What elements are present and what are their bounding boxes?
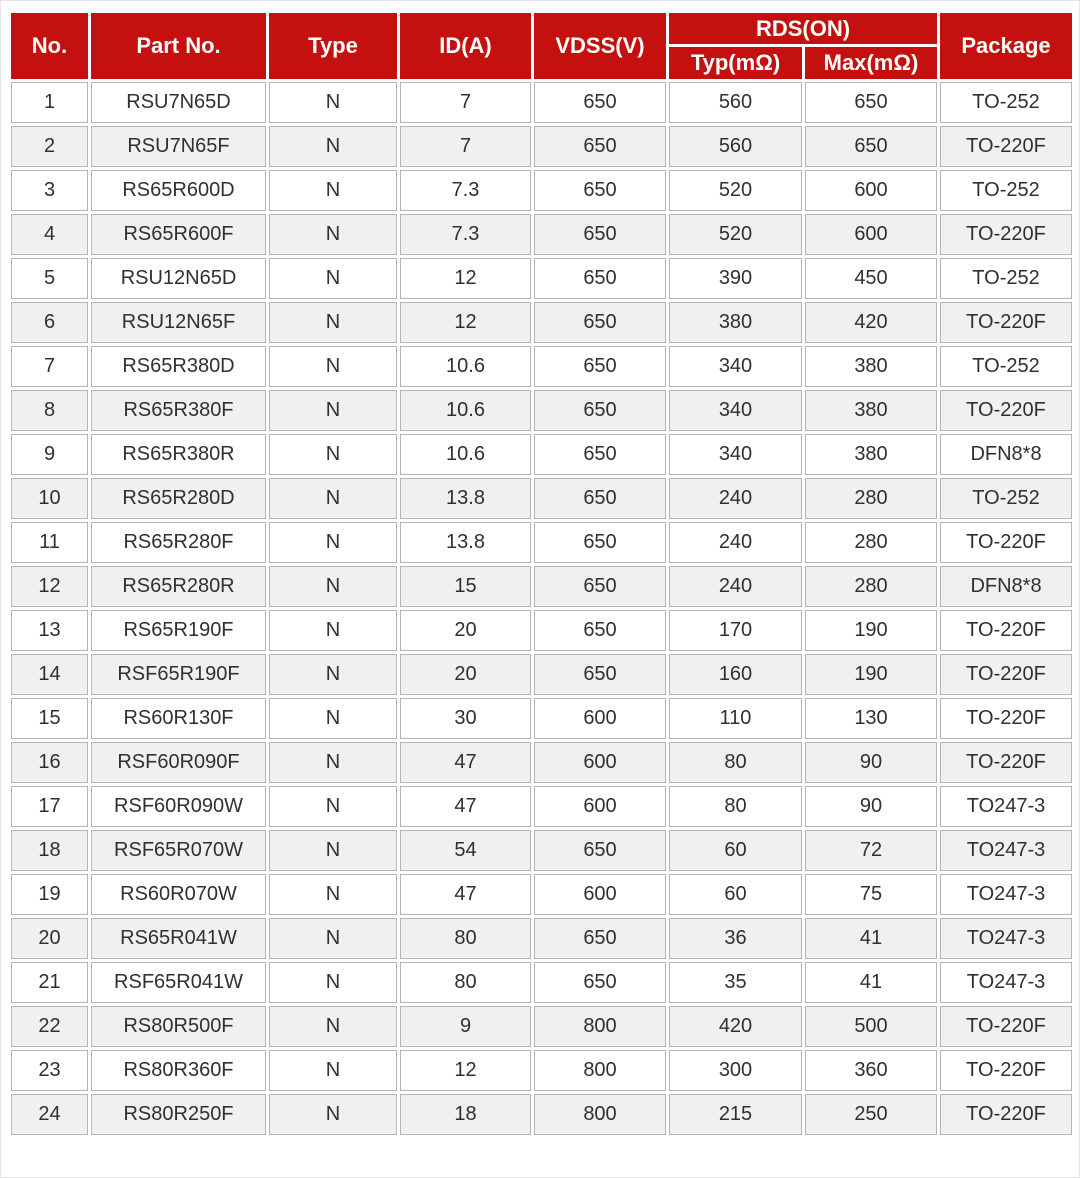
cell-vdss-v: 650 — [534, 258, 666, 299]
cell-part-no: RSF60R090F — [91, 742, 266, 783]
cell-rds-typ: 560 — [669, 126, 802, 167]
table-row — [11, 874, 1072, 915]
cell-type: N — [269, 346, 397, 387]
cell-id-a: 7 — [400, 82, 531, 123]
cell-rds-max: 360 — [805, 1050, 937, 1091]
cell-package: TO-252 — [940, 258, 1072, 299]
table-row — [11, 258, 1072, 299]
cell-id-a: 13.8 — [400, 522, 531, 563]
cell-type: N — [269, 214, 397, 255]
cell-vdss-v: 650 — [534, 566, 666, 607]
cell-type: N — [269, 1094, 397, 1135]
cell-id-a: 54 — [400, 830, 531, 871]
cell-package: TO247-3 — [940, 874, 1072, 915]
cell-part-no: RSF65R070W — [91, 830, 266, 871]
column-header-part-no: Part No. — [91, 13, 266, 79]
column-header-no: No. — [11, 13, 88, 79]
cell-type: N — [269, 654, 397, 695]
table-row — [11, 214, 1072, 255]
table-row — [11, 126, 1072, 167]
table-body — [11, 82, 1072, 1135]
cell-no: 11 — [11, 522, 88, 563]
cell-type: N — [269, 170, 397, 211]
cell-vdss-v: 650 — [534, 302, 666, 343]
cell-rds-max: 650 — [805, 126, 937, 167]
cell-id-a: 9 — [400, 1006, 531, 1047]
table-row — [11, 390, 1072, 431]
cell-no: 5 — [11, 258, 88, 299]
cell-rds-max: 250 — [805, 1094, 937, 1135]
cell-type: N — [269, 1050, 397, 1091]
cell-id-a: 20 — [400, 610, 531, 651]
cell-part-no: RS80R360F — [91, 1050, 266, 1091]
cell-package: TO-252 — [940, 346, 1072, 387]
cell-id-a: 30 — [400, 698, 531, 739]
cell-part-no: RS65R280F — [91, 522, 266, 563]
cell-rds-max: 90 — [805, 786, 937, 827]
cell-id-a: 10.6 — [400, 390, 531, 431]
cell-part-no: RSU7N65D — [91, 82, 266, 123]
cell-type: N — [269, 610, 397, 651]
cell-type: N — [269, 258, 397, 299]
cell-package: TO-220F — [940, 302, 1072, 343]
cell-no: 22 — [11, 1006, 88, 1047]
cell-id-a: 47 — [400, 874, 531, 915]
cell-id-a: 7.3 — [400, 170, 531, 211]
cell-rds-max: 280 — [805, 522, 937, 563]
cell-no: 14 — [11, 654, 88, 695]
cell-rds-typ: 60 — [669, 830, 802, 871]
header-row-1 — [11, 13, 1072, 44]
table-row — [11, 1006, 1072, 1047]
cell-type: N — [269, 522, 397, 563]
cell-type: N — [269, 742, 397, 783]
cell-vdss-v: 650 — [534, 918, 666, 959]
cell-package: TO-252 — [940, 478, 1072, 519]
cell-vdss-v: 800 — [534, 1050, 666, 1091]
cell-no: 18 — [11, 830, 88, 871]
cell-part-no: RS60R130F — [91, 698, 266, 739]
cell-no: 7 — [11, 346, 88, 387]
cell-type: N — [269, 126, 397, 167]
cell-part-no: RS65R380D — [91, 346, 266, 387]
cell-rds-typ: 560 — [669, 82, 802, 123]
cell-package: TO-220F — [940, 698, 1072, 739]
cell-rds-max: 650 — [805, 82, 937, 123]
cell-vdss-v: 650 — [534, 478, 666, 519]
cell-rds-max: 600 — [805, 214, 937, 255]
cell-package: TO-220F — [940, 742, 1072, 783]
cell-no: 8 — [11, 390, 88, 431]
cell-vdss-v: 650 — [534, 82, 666, 123]
cell-type: N — [269, 698, 397, 739]
cell-rds-max: 190 — [805, 610, 937, 651]
cell-rds-typ: 80 — [669, 786, 802, 827]
cell-vdss-v: 650 — [534, 214, 666, 255]
cell-no: 13 — [11, 610, 88, 651]
cell-id-a: 12 — [400, 1050, 531, 1091]
column-header-rds-max: Max(mΩ) — [805, 47, 937, 79]
cell-no: 1 — [11, 82, 88, 123]
table-row — [11, 522, 1072, 563]
table-row — [11, 610, 1072, 651]
cell-id-a: 7.3 — [400, 214, 531, 255]
cell-rds-typ: 240 — [669, 478, 802, 519]
cell-part-no: RSU12N65D — [91, 258, 266, 299]
cell-rds-typ: 240 — [669, 566, 802, 607]
cell-vdss-v: 650 — [534, 390, 666, 431]
table-row — [11, 742, 1072, 783]
cell-no: 9 — [11, 434, 88, 475]
cell-rds-max: 380 — [805, 346, 937, 387]
cell-rds-typ: 170 — [669, 610, 802, 651]
cell-package: TO-252 — [940, 170, 1072, 211]
cell-vdss-v: 650 — [534, 610, 666, 651]
cell-vdss-v: 650 — [534, 170, 666, 211]
table-row — [11, 566, 1072, 607]
cell-rds-max: 190 — [805, 654, 937, 695]
cell-rds-typ: 36 — [669, 918, 802, 959]
table-row — [11, 918, 1072, 959]
table-row — [11, 654, 1072, 695]
cell-part-no: RSU12N65F — [91, 302, 266, 343]
cell-vdss-v: 600 — [534, 742, 666, 783]
cell-rds-typ: 60 — [669, 874, 802, 915]
cell-part-no: RSF65R041W — [91, 962, 266, 1003]
cell-id-a: 47 — [400, 786, 531, 827]
column-header-type: Type — [269, 13, 397, 79]
cell-no: 20 — [11, 918, 88, 959]
cell-part-no: RS65R280R — [91, 566, 266, 607]
cell-package: TO247-3 — [940, 786, 1072, 827]
cell-rds-max: 420 — [805, 302, 937, 343]
cell-rds-max: 41 — [805, 918, 937, 959]
cell-package: TO-220F — [940, 522, 1072, 563]
cell-vdss-v: 650 — [534, 126, 666, 167]
table-row — [11, 1050, 1072, 1091]
cell-type: N — [269, 434, 397, 475]
cell-no: 12 — [11, 566, 88, 607]
cell-package: TO-220F — [940, 214, 1072, 255]
cell-rds-max: 130 — [805, 698, 937, 739]
cell-package: TO247-3 — [940, 962, 1072, 1003]
cell-package: TO-220F — [940, 610, 1072, 651]
cell-rds-typ: 520 — [669, 170, 802, 211]
table-row — [11, 830, 1072, 871]
column-header-rds-typ: Typ(mΩ) — [669, 47, 802, 79]
column-header-rds-on: RDS(ON) — [669, 13, 937, 44]
cell-type: N — [269, 390, 397, 431]
cell-rds-typ: 420 — [669, 1006, 802, 1047]
cell-rds-max: 41 — [805, 962, 937, 1003]
cell-rds-typ: 160 — [669, 654, 802, 695]
cell-package: DFN8*8 — [940, 566, 1072, 607]
cell-part-no: RS65R600F — [91, 214, 266, 255]
cell-package: TO-252 — [940, 82, 1072, 123]
cell-rds-typ: 240 — [669, 522, 802, 563]
cell-no: 2 — [11, 126, 88, 167]
cell-type: N — [269, 82, 397, 123]
table-header — [11, 13, 1072, 79]
cell-id-a: 80 — [400, 918, 531, 959]
cell-no: 21 — [11, 962, 88, 1003]
cell-rds-max: 380 — [805, 434, 937, 475]
cell-vdss-v: 600 — [534, 786, 666, 827]
cell-rds-typ: 110 — [669, 698, 802, 739]
cell-rds-typ: 340 — [669, 434, 802, 475]
cell-part-no: RS80R500F — [91, 1006, 266, 1047]
cell-package: TO-220F — [940, 390, 1072, 431]
cell-part-no: RS80R250F — [91, 1094, 266, 1135]
cell-id-a: 13.8 — [400, 478, 531, 519]
cell-rds-typ: 35 — [669, 962, 802, 1003]
cell-vdss-v: 800 — [534, 1006, 666, 1047]
cell-id-a: 20 — [400, 654, 531, 695]
cell-vdss-v: 650 — [534, 830, 666, 871]
cell-vdss-v: 650 — [534, 654, 666, 695]
cell-id-a: 47 — [400, 742, 531, 783]
cell-package: TO-220F — [940, 654, 1072, 695]
table-row — [11, 698, 1072, 739]
table-row — [11, 302, 1072, 343]
table-row — [11, 434, 1072, 475]
cell-package: TO-220F — [940, 126, 1072, 167]
cell-rds-max: 450 — [805, 258, 937, 299]
cell-no: 17 — [11, 786, 88, 827]
cell-vdss-v: 650 — [534, 522, 666, 563]
cell-part-no: RS60R070W — [91, 874, 266, 915]
cell-rds-max: 500 — [805, 1006, 937, 1047]
cell-id-a: 18 — [400, 1094, 531, 1135]
cell-package: TO247-3 — [940, 830, 1072, 871]
cell-part-no: RS65R380R — [91, 434, 266, 475]
cell-vdss-v: 800 — [534, 1094, 666, 1135]
cell-part-no: RSF65R190F — [91, 654, 266, 695]
cell-package: TO247-3 — [940, 918, 1072, 959]
column-header-vdss-v: VDSS(V) — [534, 13, 666, 79]
cell-type: N — [269, 918, 397, 959]
cell-rds-typ: 80 — [669, 742, 802, 783]
cell-package: DFN8*8 — [940, 434, 1072, 475]
cell-id-a: 10.6 — [400, 346, 531, 387]
cell-no: 10 — [11, 478, 88, 519]
cell-rds-typ: 340 — [669, 346, 802, 387]
column-header-id-a: ID(A) — [400, 13, 531, 79]
cell-no: 3 — [11, 170, 88, 211]
cell-type: N — [269, 830, 397, 871]
cell-type: N — [269, 566, 397, 607]
cell-vdss-v: 650 — [534, 434, 666, 475]
cell-rds-max: 280 — [805, 566, 937, 607]
table-row — [11, 82, 1072, 123]
table-row — [11, 346, 1072, 387]
cell-rds-typ: 390 — [669, 258, 802, 299]
cell-part-no: RS65R041W — [91, 918, 266, 959]
cell-rds-typ: 520 — [669, 214, 802, 255]
cell-rds-typ: 300 — [669, 1050, 802, 1091]
cell-rds-typ: 340 — [669, 390, 802, 431]
cell-rds-max: 75 — [805, 874, 937, 915]
cell-vdss-v: 650 — [534, 346, 666, 387]
cell-part-no: RS65R280D — [91, 478, 266, 519]
cell-type: N — [269, 786, 397, 827]
cell-no: 23 — [11, 1050, 88, 1091]
cell-id-a: 15 — [400, 566, 531, 607]
cell-rds-max: 280 — [805, 478, 937, 519]
cell-vdss-v: 600 — [534, 698, 666, 739]
cell-package: TO-220F — [940, 1006, 1072, 1047]
cell-vdss-v: 600 — [534, 874, 666, 915]
cell-id-a: 7 — [400, 126, 531, 167]
table-row — [11, 786, 1072, 827]
cell-rds-max: 380 — [805, 390, 937, 431]
cell-rds-max: 90 — [805, 742, 937, 783]
cell-no: 16 — [11, 742, 88, 783]
cell-no: 19 — [11, 874, 88, 915]
cell-type: N — [269, 1006, 397, 1047]
cell-package: TO-220F — [940, 1050, 1072, 1091]
cell-rds-max: 72 — [805, 830, 937, 871]
cell-rds-typ: 215 — [669, 1094, 802, 1135]
table-row — [11, 478, 1072, 519]
table-row — [11, 962, 1072, 1003]
cell-type: N — [269, 302, 397, 343]
cell-package: TO-220F — [940, 1094, 1072, 1135]
cell-no: 24 — [11, 1094, 88, 1135]
cell-rds-typ: 380 — [669, 302, 802, 343]
parts-table — [8, 10, 1075, 1138]
cell-vdss-v: 650 — [534, 962, 666, 1003]
cell-no: 4 — [11, 214, 88, 255]
cell-part-no: RSF60R090W — [91, 786, 266, 827]
cell-rds-max: 600 — [805, 170, 937, 211]
cell-part-no: RS65R380F — [91, 390, 266, 431]
table-row — [11, 170, 1072, 211]
cell-part-no: RS65R600D — [91, 170, 266, 211]
cell-id-a: 12 — [400, 258, 531, 299]
cell-type: N — [269, 874, 397, 915]
cell-id-a: 80 — [400, 962, 531, 1003]
cell-id-a: 12 — [400, 302, 531, 343]
cell-no: 15 — [11, 698, 88, 739]
table-row — [11, 1094, 1072, 1135]
cell-no: 6 — [11, 302, 88, 343]
cell-part-no: RSU7N65F — [91, 126, 266, 167]
cell-type: N — [269, 962, 397, 1003]
cell-id-a: 10.6 — [400, 434, 531, 475]
cell-part-no: RS65R190F — [91, 610, 266, 651]
cell-type: N — [269, 478, 397, 519]
column-header-package: Package — [940, 13, 1072, 79]
